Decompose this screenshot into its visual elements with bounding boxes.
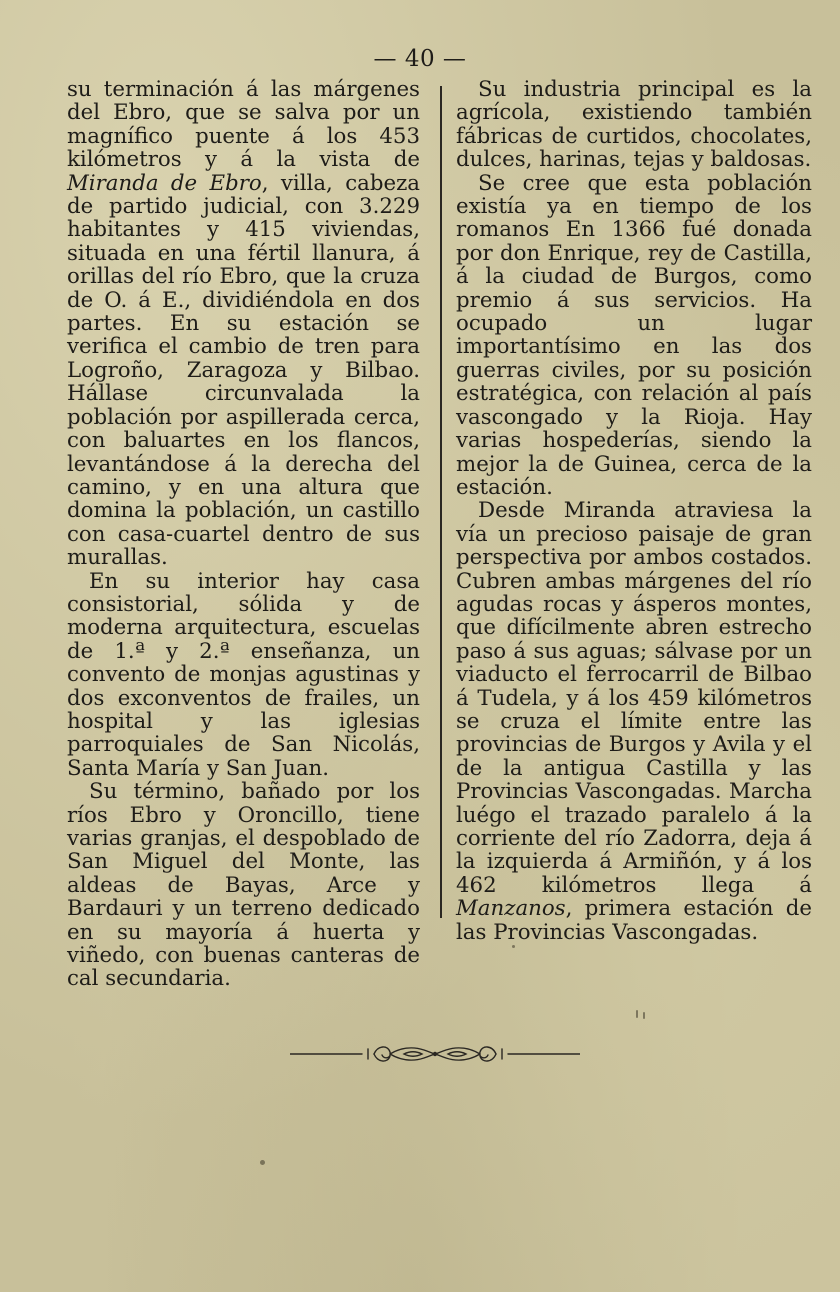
right-paragraph-3-text-b: , primera estación de las Provincias Vascongadas. xyxy=(456,896,812,945)
place-name-miranda: Miranda de Ebro xyxy=(67,170,262,196)
right-paragraph-2: Se cree que esta población existía ya en tiempo de los romanos En 1366 fué donada por don Enrique, rey de Castilla, á la ciudad de Burgos, como premio á sus servicios. Ha ocupado un lugar importantísimo en las dos guerras civiles, por su posición estratégica, con relación al país vascongado y la Rioja. Hay varias hospederías, siendo la mejor la de Guinea, cerca de la estación. xyxy=(456,170,812,500)
right-paragraph-3 xyxy=(456,499,812,944)
paper-speck xyxy=(260,1160,265,1165)
place-name-manzanos: Manzanos xyxy=(456,896,566,922)
left-text-column xyxy=(67,78,420,991)
page-number: — 40 — xyxy=(373,46,467,72)
left-paragraph-1-text-b: , villa, cabeza de partido judicial, con 3.229 habitantes y 415 viviendas, situada en una fértil llanura, á orillas del río Ebro, que la cruza de O. á E., dividiéndola en dos partes. En su estación se verifica el cambio de tren para Logroño, Zaragoza y Bilbao. Hállase circunvalada la población por aspillerada cerca, con baluartes en los flancos, levantándose á la derecha del camino, y en una altura que domina la población, un castillo con casa-cuartel dentro de sus murallas. xyxy=(67,170,420,571)
right-text-column xyxy=(456,78,812,944)
paper-speck xyxy=(643,1012,645,1019)
right-paragraph-3-text-a: Desde Miranda atraviesa la vía un precioso paisaje de gran perspectiva por ambos costados. Cubren ambas márgenes del río agudas rocas y ásperos montes, que difícilmente abren estrecho paso á sus aguas; sálvase por un viaducto el ferrocarril de Bilbao á Tudela, y á los 459 kilómetros se cruza el límite entre las provincias de Burgos y Avila y el de la antigua Castilla y las Provincias Vascongadas. Marcha luégo el trazado paralelo á la corriente del río Zadorra, deja á la izquierda á Armiñón, y á los 462 kilómetros llega á xyxy=(456,498,812,898)
flourish-divider-icon xyxy=(290,1040,580,1068)
left-paragraph-1-text-a: su terminación á las márgenes del Ebro, que se salva por un magnífico puente á los 453 kilómetros y á la vista de xyxy=(67,77,420,173)
left-paragraph-3: Su término, bañado por los ríos Ebro y Oroncillo, tiene varias granjas, el despoblado de San Miguel del Monte, las aldeas de Bayas, Arce y Bardauri y un terreno dedicado en su mayoría á huerta y viñedo, con buenas canteras de cal secundaria. xyxy=(67,779,420,992)
left-paragraph-2: En su interior hay casa consistorial, sólida y de moderna arquitectura, escuelas de 1.ª y 2.ª enseñanza, un convento de monjas agustinas y dos exconventos de frailes, un hospital y las iglesias parroquiales de San Nicolás, Santa María y San Juan. xyxy=(67,568,420,781)
paper-speck xyxy=(636,1010,638,1018)
paper-speck xyxy=(512,945,515,948)
column-divider-rule xyxy=(440,86,442,918)
right-paragraph-1: Su industria principal es la agrícola, existiendo también fábricas de curtidos, chocolates, dulces, harinas, tejas y baldosas. xyxy=(456,77,812,173)
left-paragraph-1 xyxy=(67,78,420,570)
